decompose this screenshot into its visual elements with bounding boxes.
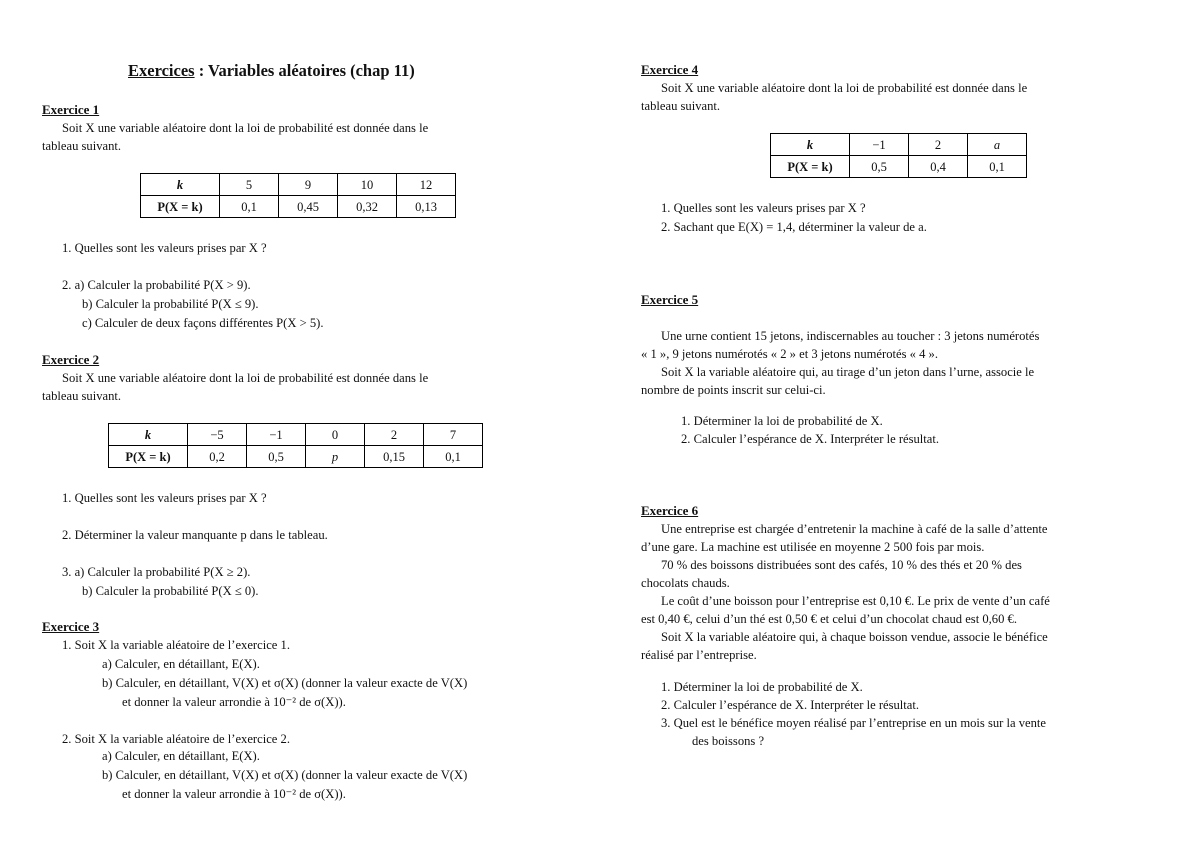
- ex2-q3b: b) Calculer la probabilité P(X ≤ 0).: [82, 584, 259, 598]
- ex5-line1: Une urne contient 15 jetons, indiscernables au toucher : 3 jetons numérotés: [661, 329, 1040, 343]
- ex2-table-k: 2: [365, 424, 424, 446]
- ex2-table-k-label: k: [109, 424, 188, 446]
- ex4-table-k: a: [968, 134, 1027, 156]
- ex3-p1b-line2: et donner la valeur arrondie à 10⁻² de σ(X)).: [122, 695, 346, 709]
- ex3-p1b-line1: b) Calculer, en détaillant, V(X) et σ(X) (donner la valeur exacte de V(X): [102, 676, 468, 690]
- ex4-table: [770, 133, 1027, 178]
- ex2-intro-line2: tableau suivant.: [42, 389, 122, 403]
- ex4-title: Exercice 4: [641, 62, 699, 77]
- ex4-table-k-label: k: [771, 134, 850, 156]
- ex1-table-p-label: P(X = k): [141, 196, 220, 218]
- ex2-title: Exercice 2: [42, 352, 100, 367]
- ex1-table-k: 10: [338, 174, 397, 196]
- ex6-line5: Le coût d’une boisson pour l’entreprise est 0,10 €. Le prix de vente d’un café: [661, 594, 1050, 608]
- ex2-table-p: 0,5: [247, 446, 306, 468]
- ex6-line8: réalisé par l’entreprise.: [641, 648, 757, 662]
- ex1-table-p: 0,32: [338, 196, 397, 218]
- ex6-line3: 70 % des boissons distribuées sont des cafés, 10 % des thés et 20 % des: [661, 558, 1022, 572]
- ex4-intro-line1: Soit X une variable aléatoire dont la loi de probabilité est donnée dans le: [661, 81, 1028, 95]
- ex4-table-k: −1: [850, 134, 909, 156]
- ex4-q2: 2. Sachant que E(X) = 1,4, déterminer la valeur de a.: [661, 220, 927, 234]
- ex3-p2a: a) Calculer, en détaillant, E(X).: [102, 749, 260, 763]
- ex5-line2: « 1 », 9 jetons numérotés « 2 » et 3 jetons numérotés « 4 ».: [641, 347, 938, 361]
- ex2-table-k: −1: [247, 424, 306, 446]
- ex6-line7: Soit X la variable aléatoire qui, à chaque boisson vendue, associe le bénéfice: [661, 630, 1048, 644]
- ex2-intro-line1: Soit X une variable aléatoire dont la loi de probabilité est donnée dans le: [62, 371, 429, 385]
- ex5-title: Exercice 5: [641, 292, 699, 307]
- ex6-line4: chocolats chauds.: [641, 576, 730, 590]
- ex1-q1: 1. Quelles sont les valeurs prises par X ?: [62, 241, 267, 255]
- ex1-table-p: 0,45: [279, 196, 338, 218]
- ex6-title: Exercice 6: [641, 503, 699, 518]
- ex6-line2: d’une gare. La machine est utilisée en moyenne 2 500 fois par mois.: [641, 540, 985, 554]
- ex2-table-p: 0,2: [188, 446, 247, 468]
- page-title: Exercices : Variables aléatoires (chap 11): [128, 61, 415, 80]
- ex2-table-p: 0,15: [365, 446, 424, 468]
- ex1-table-p: 0,1: [220, 196, 279, 218]
- ex2-table-p: p: [306, 446, 365, 468]
- ex2-table-k: 0: [306, 424, 365, 446]
- ex4-table-p: 0,5: [850, 156, 909, 178]
- ex1-table-k: 9: [279, 174, 338, 196]
- ex6-q3-line2: des boissons ?: [692, 734, 765, 748]
- ex1-table-k-label: k: [141, 174, 220, 196]
- ex1-q2c: c) Calculer de deux façons différentes P(X > 5).: [82, 316, 324, 330]
- ex3-p2: 2. Soit X la variable aléatoire de l’exercice 2.: [62, 732, 290, 746]
- ex2-table: [108, 423, 483, 468]
- ex1-table-p: 0,13: [397, 196, 456, 218]
- ex4-table-p: 0,1: [968, 156, 1027, 178]
- ex6-line6: est 0,40 €, celui d’un thé est 0,50 € et celui d’un chocolat chaud est 0,60 €.: [641, 612, 1017, 626]
- ex6-q2: 2. Calculer l’espérance de X. Interpréter le résultat.: [661, 698, 920, 712]
- ex6-q1: 1. Déterminer la loi de probabilité de X.: [661, 680, 863, 694]
- ex2-q2: 2. Déterminer la valeur manquante p dans le tableau.: [62, 528, 328, 542]
- ex4-table-p-label: P(X = k): [771, 156, 850, 178]
- ex6-q3-line1: 3. Quel est le bénéfice moyen réalisé par l’entreprise en un mois sur la vente: [661, 716, 1047, 730]
- ex2-table-k: −5: [188, 424, 247, 446]
- ex5-q2: 2. Calculer l’espérance de X. Interpréter le résultat.: [681, 432, 940, 446]
- ex1-table-k: 12: [397, 174, 456, 196]
- ex5-line4: nombre de points inscrit sur celui-ci.: [641, 383, 826, 397]
- ex3-p2b-line2: et donner la valeur arrondie à 10⁻² de σ(X)).: [122, 787, 346, 801]
- ex3-p1: 1. Soit X la variable aléatoire de l’exercice 1.: [62, 638, 290, 652]
- ex2-q3a: 3. a) Calculer la probabilité P(X ≥ 2).: [62, 565, 251, 579]
- ex4-table-k: 2: [909, 134, 968, 156]
- ex5-line3: Soit X la variable aléatoire qui, au tirage d’un jeton dans l’urne, associe le: [661, 365, 1035, 379]
- ex1-title: Exercice 1: [42, 102, 100, 117]
- ex1-intro-line2: tableau suivant.: [42, 139, 122, 153]
- ex2-table-k: 7: [424, 424, 483, 446]
- ex3-p2b-line1: b) Calculer, en détaillant, V(X) et σ(X) (donner la valeur exacte de V(X): [102, 768, 468, 782]
- ex1-q2a: 2. a) Calculer la probabilité P(X > 9).: [62, 278, 251, 292]
- ex6-line1: Une entreprise est chargée d’entretenir la machine à café de la salle d’attente: [661, 522, 1048, 536]
- ex4-table-p: 0,4: [909, 156, 968, 178]
- ex2-q1: 1. Quelles sont les valeurs prises par X ?: [62, 491, 267, 505]
- ex1-q2b: b) Calculer la probabilité P(X ≤ 9).: [82, 297, 259, 311]
- ex1-intro-line1: Soit X une variable aléatoire dont la loi de probabilité est donnée dans le: [62, 121, 429, 135]
- ex2-table-p: 0,1: [424, 446, 483, 468]
- ex1-table: [140, 173, 456, 218]
- ex4-q1: 1. Quelles sont les valeurs prises par X ?: [661, 201, 866, 215]
- ex2-table-p-label: P(X = k): [109, 446, 188, 468]
- ex4-intro-line2: tableau suivant.: [641, 99, 721, 113]
- ex1-table-k: 5: [220, 174, 279, 196]
- ex3-title: Exercice 3: [42, 619, 100, 634]
- ex3-p1a: a) Calculer, en détaillant, E(X).: [102, 657, 260, 671]
- ex5-q1: 1. Déterminer la loi de probabilité de X.: [681, 414, 883, 428]
